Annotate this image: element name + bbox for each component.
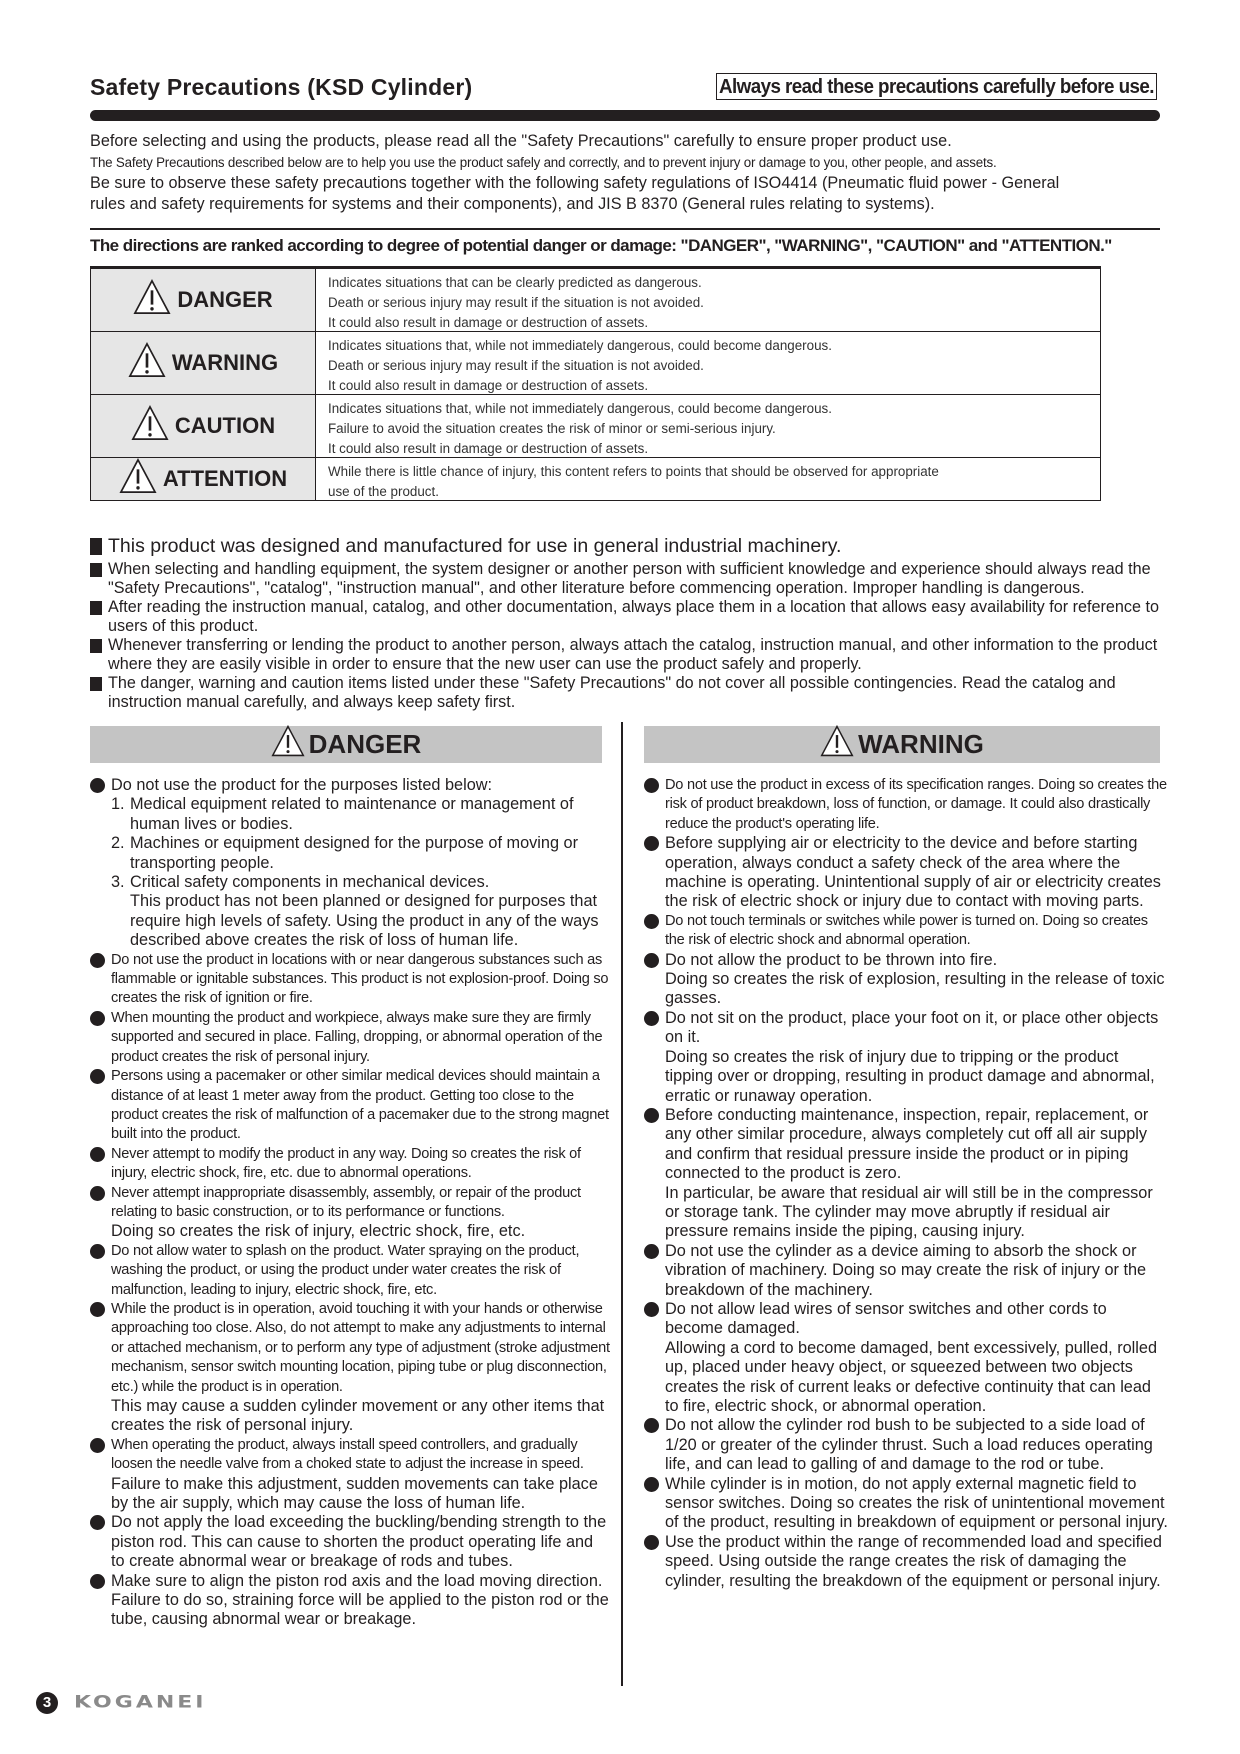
note-text: This product was designed and manufactured for use in general industrial machinery.	[108, 535, 842, 557]
warning-item-detail: In particular, be aware that residual air will still be in the compressor or storage tank. The cylinder may move abruptly if residual air pressure remains inside the piping, causing injury.	[665, 1183, 1153, 1241]
bullet-icon	[90, 953, 105, 968]
warning-item-text: Do not allow lead wires of sensor switches and other cords to become damaged.	[665, 1299, 1107, 1338]
danger-item	[90, 951, 610, 1009]
bullet-icon	[644, 1244, 659, 1259]
list-number: 3.	[111, 873, 125, 892]
description-line: It could also result in damage or destruction of assets.	[328, 441, 649, 456]
bullet-icon	[90, 1574, 105, 1589]
danger-item-text: Never attempt to modify the product in any way. Doing so creates the risk of injury, electric shock, fire, etc. due to abnormal operations.	[111, 1145, 581, 1182]
warning-item-text: Do not allow the product to be thrown into fire.	[665, 950, 998, 969]
page-number: 3	[36, 1692, 58, 1714]
danger-item-text: Do not use the product in locations with or near dangerous substances such as flammable or ignitable substances. This product is not explosion-proof. Doing so creates the risk of ignition or fire.	[111, 951, 609, 1007]
danger-list	[90, 776, 610, 1630]
warning-item-text: Do not use the cylinder as a device aiming to absorb the shock or vibration of machinery. Doing so may create the risk of injury or the breakdown of the machinery.	[665, 1241, 1147, 1299]
intro-line: Be sure to observe these safety precautions together with the following safety regulations of ISO4414 (Pneumatic fluid power - General	[90, 174, 1060, 192]
description-line: Indicates situations that, while not immediately dangerous, could become dangerous.	[328, 338, 832, 353]
square-bullet-icon	[90, 639, 102, 653]
intro-line: The Safety Precautions described below are to help you use the product safely and correctly, and to prevent injury or damage to you, other people, and assets.	[90, 155, 997, 170]
warning-item-text: Before conducting maintenance, inspection, repair, replacement, or any other similar procedure, always completely cut off all air supply and confirm that residual pressure inside the product or in piping connected to the product is zero.	[665, 1105, 1149, 1183]
danger-item-text: Never attempt inappropriate disassembly, assembly, or repair of the product relating to basic construction, or to its performance or functions.	[111, 1184, 581, 1220]
warning-item-text: Use the product within the range of recommended load and specified speed. Using outside the range creates the risk of damaging the cylinder, resulting the breakdown of the equipment or personal injury.	[665, 1532, 1162, 1590]
description-line: Indicates situations that can be clearly predicted as dangerous.	[328, 275, 702, 290]
warning-item-text: Do not use the product in excess of its specification ranges. Doing so creates the risk of product breakdown, loss of function, or damage. It could also drastically reduce the product's operating life.	[665, 777, 1167, 832]
purpose-text: Critical safety components in mechanical devices.	[130, 873, 490, 892]
hazard-level-label	[91, 395, 316, 457]
hazard-level-label	[91, 269, 316, 331]
description-line: use of the product.	[328, 484, 439, 499]
warning-triangle-icon	[820, 724, 854, 765]
bullet-icon	[644, 914, 659, 929]
bullet-icon	[644, 953, 659, 968]
warning-item	[644, 1106, 1169, 1242]
hazard-level-row	[90, 395, 1101, 458]
bullet-icon	[644, 1477, 659, 1492]
warning-item	[644, 1533, 1169, 1591]
danger-item	[90, 1184, 610, 1242]
danger-item-detail: Doing so creates the risk of injury, electric shock, fire, etc.	[111, 1222, 526, 1241]
warning-item	[644, 1242, 1169, 1300]
warning-item-text: Do not sit on the product, place your foot on it, or place other objects on it.	[665, 1008, 1159, 1047]
bullet-icon	[644, 1535, 659, 1550]
description-line: It could also result in damage or destruction of assets.	[328, 315, 649, 330]
warning-item	[644, 1009, 1169, 1106]
warning-item	[644, 776, 1169, 834]
note-text: The danger, warning and caution items listed under these "Safety Precautions" do not cover all possible contingencies. Read the catalog and instruction manual carefully, and always keep safety first.	[108, 674, 1116, 711]
bullet-icon	[90, 1515, 105, 1530]
bullet-icon	[644, 1011, 659, 1026]
purpose-text: Machines or equipment designed for the purpose of moving or transporting people.	[130, 834, 578, 872]
danger-item-text: Do not allow water to splash on the product. Water spraying on the product, washing the product, or using the product under water creates the risk of malfunction, leading to injury, electric shock, fire, etc.	[111, 1242, 580, 1298]
danger-heading	[90, 726, 602, 763]
danger-item-text: When operating the product, always install speed controllers, and gradually loosen the needle valve from a choked state to adjust the increase in speed.	[111, 1436, 584, 1473]
warning-triangle-icon	[119, 457, 157, 501]
square-bullet-icon	[90, 677, 102, 691]
ranking-note: The directions are ranked according to degree of potential danger or damage: "DANGER", "WARNING", "CAUTION" and "ATTENTION."	[90, 236, 1112, 255]
danger-item-detail: This may cause a sudden cylinder movement or any other items that creates the risk of personal injury.	[111, 1397, 605, 1435]
bullet-icon	[644, 1418, 659, 1433]
warning-item-detail: Allowing a cord to become damaged, bent excessively, pulled, rolled up, placed under heavy object, or squeezed between two objects creates the risk of current leaks or defective continuity that can lead to fire, electric shock, or abnormal operation.	[665, 1338, 1158, 1415]
danger-item	[90, 776, 610, 951]
warning-item-text: Do not touch terminals or switches while power is turned on. Doing so creates the risk of electric shock and abnormal operation.	[665, 912, 1148, 949]
danger-item	[90, 1067, 610, 1145]
hazard-level-description	[316, 395, 1100, 457]
square-bullet-icon	[90, 563, 102, 577]
purpose-list-item	[111, 795, 610, 834]
bullet-icon	[90, 1069, 105, 1084]
page-title: Safety Precautions (KSD Cylinder)	[90, 74, 473, 100]
danger-item-text: Make sure to align the piston rod axis and the load moving direction. Failure to do so, straining force will be applied to the piston rod or the tube, causing abnormal wear or breakage.	[111, 1571, 609, 1629]
section-rule	[90, 228, 1160, 230]
warning-heading-label: WARNING	[858, 729, 984, 759]
bullet-icon	[644, 778, 659, 793]
warning-triangle-icon	[271, 724, 305, 765]
general-note	[90, 534, 1165, 558]
list-number: 2.	[111, 834, 125, 853]
general-note	[90, 560, 1165, 598]
description-line: Death or serious injury may result if the situation is not avoided.	[328, 295, 704, 310]
danger-item-text: While the product is in operation, avoid touching it with your hands or otherwise approaching too close. Also, do not attempt to make any adjustments to internal or attached mechanism, or to perform any type of adjustment (stroke adjustment mechanism, sensor switch mounting location, piping tube or plug disconnection, etc.) while the product is in operation.	[111, 1300, 610, 1395]
warning-item-text: Do not allow the cylinder rod bush to be subjected to a side load of 1/20 or greater of the cylinder thrust. Such a load reduces operating life, and can lead to galling of and damage to the rod or tube.	[665, 1416, 1153, 1474]
hazard-level-row	[90, 269, 1101, 332]
danger-item-text: Do not use the product for the purposes listed below:	[111, 776, 493, 794]
danger-item-text: Persons using a pacemaker or other similar medical devices should maintain a distance of at least 1 meter away from the product. Getting too close to the product creates the risk of malfunction of a pacemaker due to the strong magnet built into the product.	[111, 1068, 609, 1143]
intro-line: rules and safety requirements for systems and their components), and JIS B 8370 (General rules relating to systems).	[90, 195, 935, 213]
general-note	[90, 674, 1165, 712]
bullet-icon	[90, 1186, 105, 1201]
warning-item-detail: Doing so creates the risk of explosion, resulting in the release of toxic gasses.	[665, 970, 1165, 1008]
warning-item	[644, 834, 1169, 912]
warning-triangle-icon	[133, 278, 171, 322]
danger-item	[90, 1572, 610, 1630]
bullet-icon	[644, 836, 659, 851]
description-line: It could also result in damage or destruction of assets.	[328, 378, 649, 393]
description-line: Indicates situations that, while not immediately dangerous, could become dangerous.	[328, 401, 832, 416]
intro-text	[90, 131, 1165, 215]
description-line: Death or serious injury may result if the situation is not avoided.	[328, 358, 704, 373]
hazard-levels-table	[90, 266, 1101, 501]
description-line: Failure to avoid the situation creates the risk of minor or semi-serious injury.	[328, 421, 776, 436]
purpose-text: Medical equipment related to maintenance or management of human lives or bodies.	[130, 795, 574, 833]
warning-item-text: Before supplying air or electricity to the device and before starting operation, always conduct a safety check of the area where the machine is operating. Unintentional supply of air or electricity creates the risk of electric shock or injury due to contact with moving parts.	[665, 834, 1161, 911]
read-carefully-notice: Always read these precautions carefully before use.	[716, 73, 1157, 100]
warning-item	[644, 1300, 1169, 1416]
danger-item-detail: Failure to make this adjustment, sudden movements can take place by the air supply, which may cause the loss of human life.	[111, 1474, 598, 1513]
page-footer	[36, 1690, 206, 1715]
danger-item	[90, 1145, 610, 1184]
danger-item	[90, 1009, 610, 1067]
purpose-explanation: This product has not been planned or designed for purposes that require high levels of safety. Using the product in any of the ways described above creates the risk of loss of human life.	[130, 892, 599, 950]
warning-triangle-icon	[128, 341, 166, 385]
warning-item	[644, 1475, 1169, 1533]
bullet-icon	[90, 1302, 105, 1317]
bullet-icon	[90, 778, 105, 793]
hazard-level-description	[316, 458, 1100, 500]
warning-item	[644, 912, 1169, 951]
general-note	[90, 636, 1165, 674]
general-notes	[90, 534, 1165, 712]
hazard-level-name: WARNING	[171, 350, 279, 375]
danger-item	[90, 1300, 610, 1436]
warning-triangle-icon	[131, 404, 169, 448]
column-divider	[621, 722, 623, 1686]
hazard-level-row	[90, 458, 1101, 501]
bullet-icon	[90, 1011, 105, 1026]
warning-item	[644, 951, 1169, 1009]
warning-item-detail: Doing so creates the risk of injury due to tripping or the product tipping over or dropping, resulting in product damage and abnormal, erratic or runaway operation.	[665, 1047, 1155, 1105]
hazard-level-label	[91, 458, 316, 500]
warning-heading	[644, 726, 1160, 763]
danger-item	[90, 1513, 610, 1571]
description-line: While there is little chance of injury, this content refers to points that should be observed for appropriate	[328, 464, 939, 479]
danger-item	[90, 1436, 610, 1514]
note-text: After reading the instruction manual, catalog, and other documentation, always place them in a location that allows easy availability for reference to users of this product.	[108, 598, 1159, 635]
danger-item	[90, 1242, 610, 1300]
bullet-icon	[90, 1244, 105, 1259]
hazard-level-label	[91, 332, 316, 394]
bullet-icon	[90, 1438, 105, 1453]
bullet-icon	[644, 1302, 659, 1317]
warning-item-text: While cylinder is in motion, do not apply external magnetic field to sensor switches. Doing so creates the risk of unintentional movement of the product, resulting in breakdown of equipment or personal injury.	[665, 1474, 1168, 1532]
purpose-list-item	[111, 834, 610, 873]
warning-list	[644, 776, 1169, 1591]
list-number: 1.	[111, 795, 125, 814]
hazard-level-name: ATTENTION	[162, 466, 288, 491]
danger-heading-label: DANGER	[308, 729, 422, 759]
bullet-icon	[90, 1147, 105, 1162]
hazard-level-row	[90, 332, 1101, 395]
danger-item-text: When mounting the product and workpiece, always make sure they are firmly supported and secured in place. Falling, dropping, or abnormal operation of the product creates the risk of personal injury.	[111, 1009, 603, 1065]
general-note	[90, 598, 1165, 636]
bullet-icon	[644, 1108, 659, 1123]
purpose-list-item	[111, 873, 610, 892]
square-bullet-icon	[90, 538, 102, 555]
note-text: Whenever transferring or lending the product to another person, always attach the catalog, instruction manual, and other information to the product where they are easily visible in order to ensure that the new user can use the product safely and properly.	[108, 636, 1158, 673]
title-bar-rule	[90, 110, 1160, 121]
brand-logo: KOGANEI	[74, 1693, 207, 1712]
danger-item-text: Do not apply the load exceeding the buckling/bending strength to the piston rod. This can cause to shorten the product operating life and to create abnormal wear or breakage of rods and tubes.	[111, 1513, 607, 1571]
hazard-level-name: DANGER	[177, 287, 273, 312]
hazard-level-description	[316, 332, 1100, 394]
hazard-level-description	[316, 269, 1100, 331]
square-bullet-icon	[90, 601, 102, 615]
warning-item	[644, 1416, 1169, 1474]
hazard-level-name: CAUTION	[174, 413, 276, 438]
intro-line: Before selecting and using the products, please read all the "Safety Precautions" carefully to ensure proper product use.	[90, 132, 952, 150]
note-text: When selecting and handling equipment, the system designer or another person with sufficient knowledge and experience should always read the "Safety Precautions", "catalog", "instruction manual", and other literature before commencing operation. Improper handling is dangerous.	[108, 560, 1151, 597]
